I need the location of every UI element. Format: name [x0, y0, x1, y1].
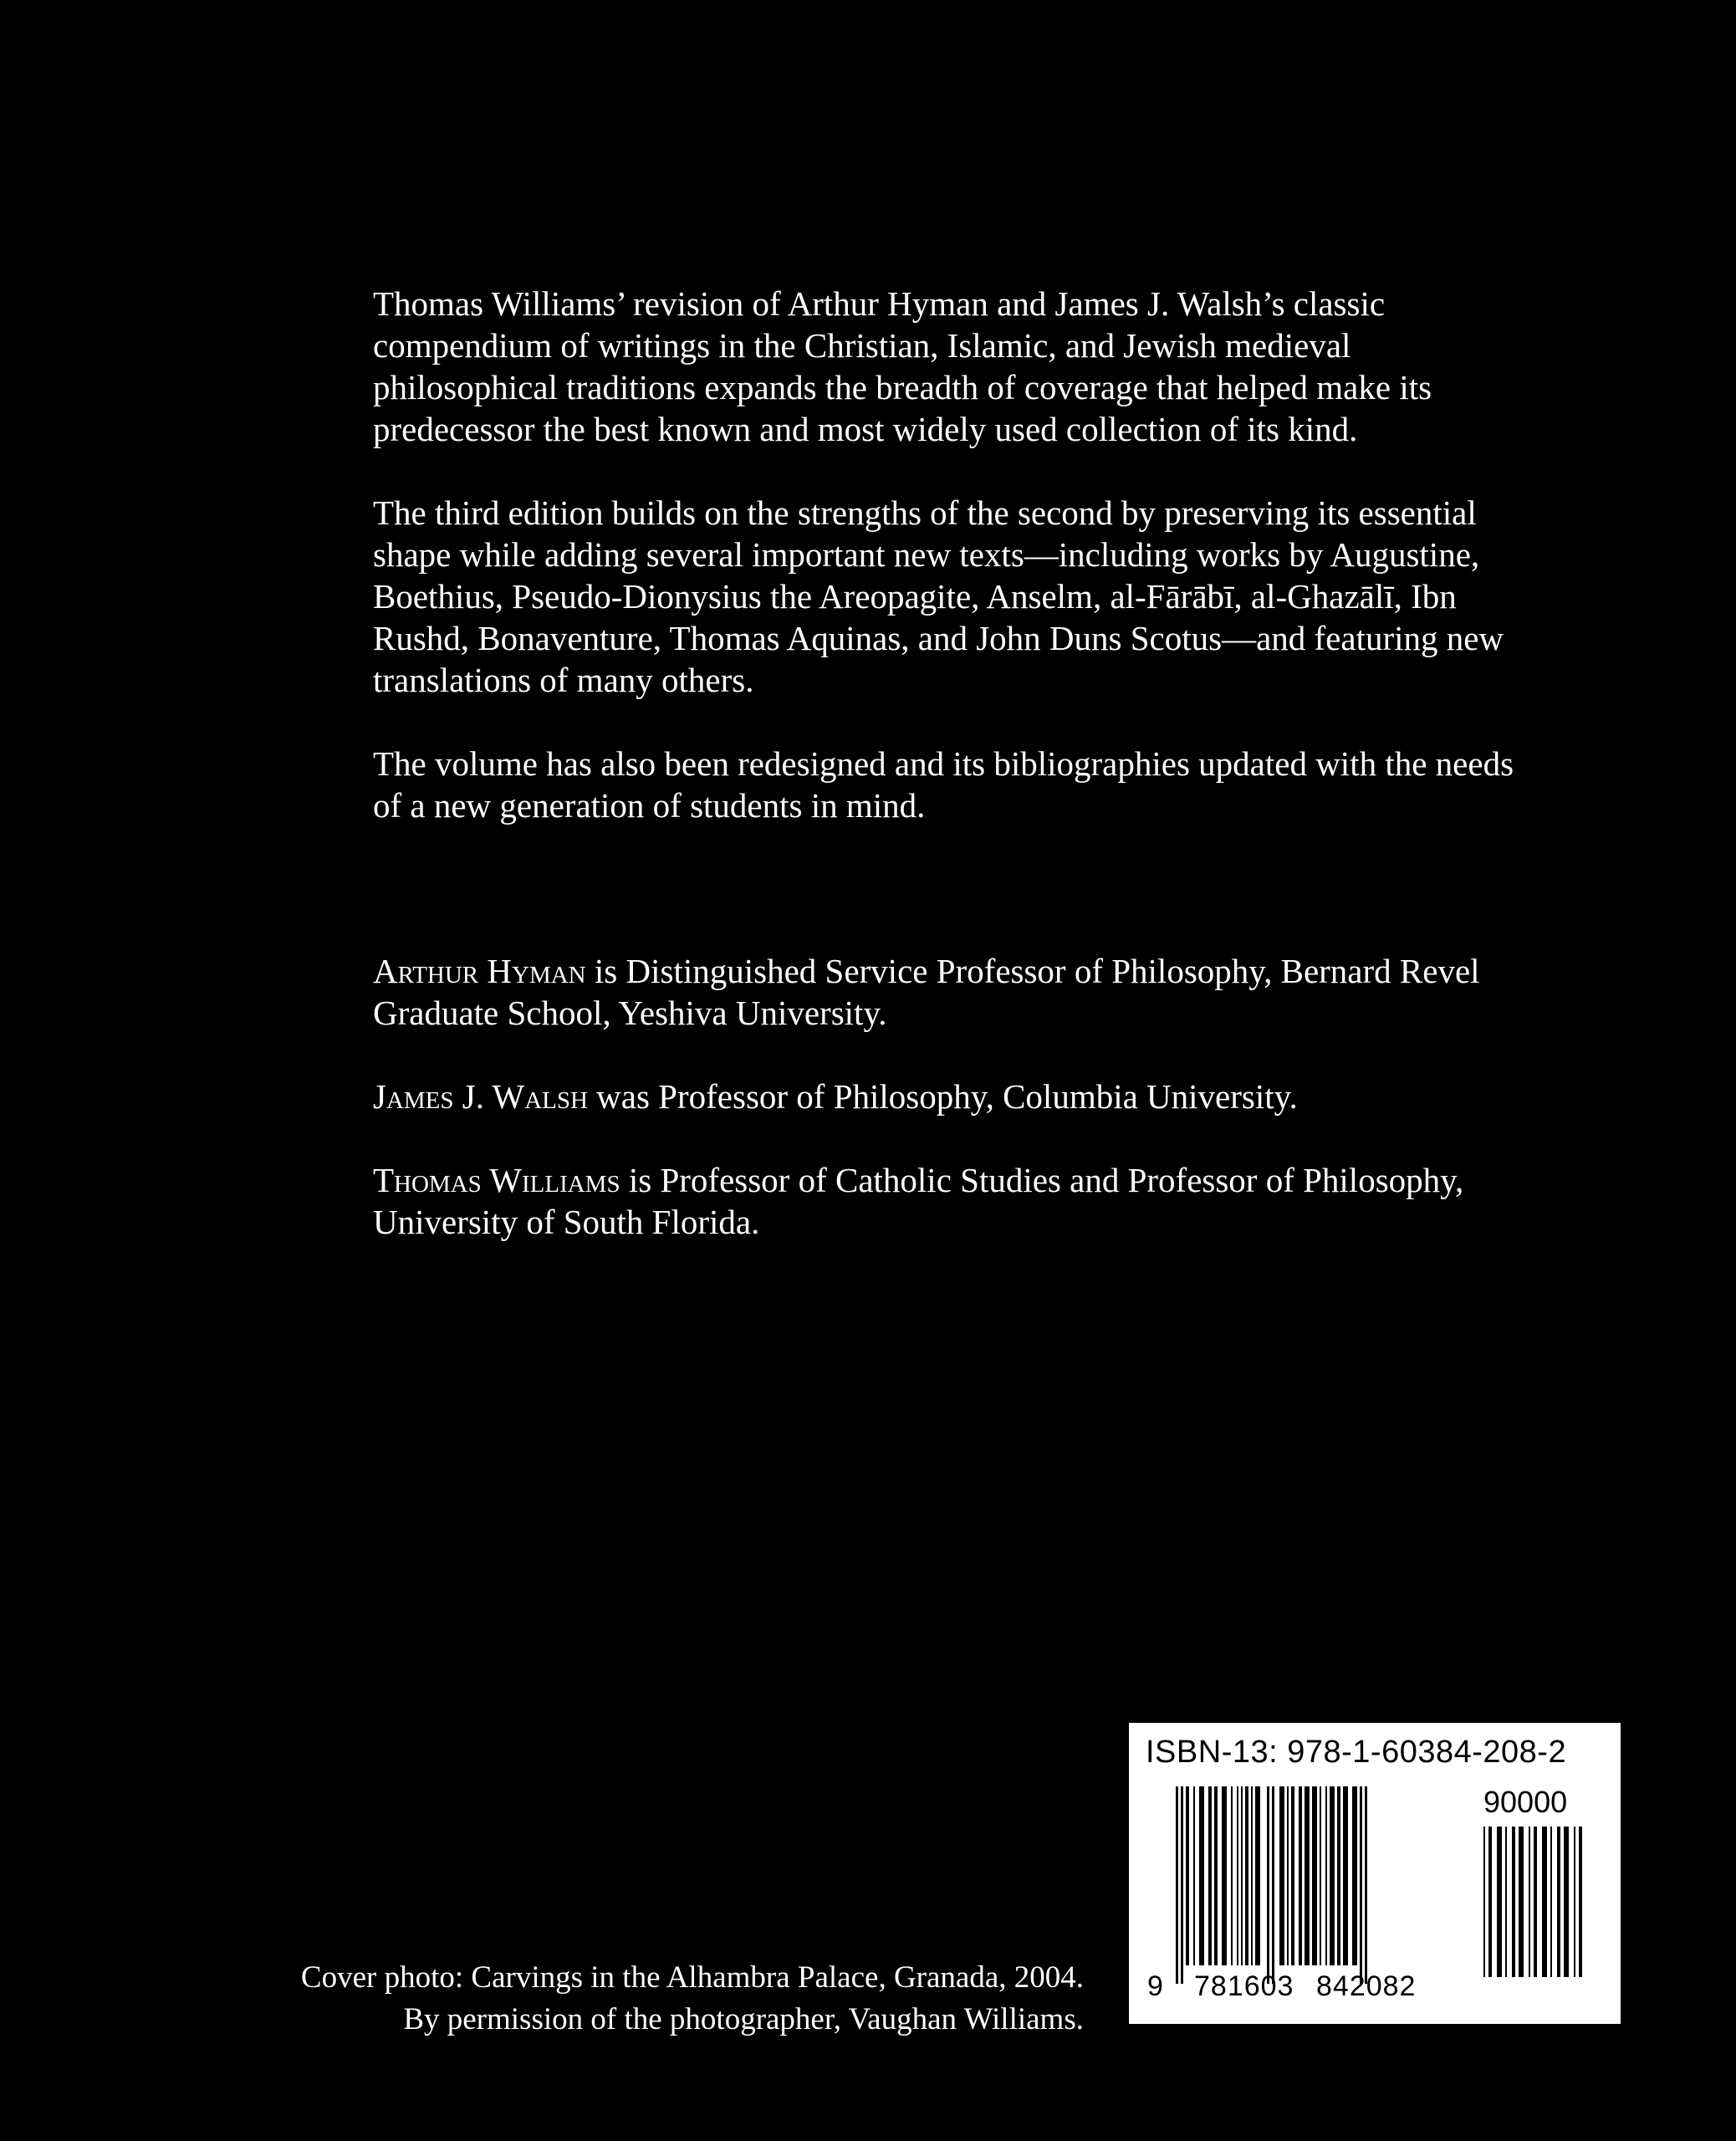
- barcode-bar: [1199, 1786, 1204, 1965]
- editor-name: Thomas Williams: [373, 1161, 620, 1199]
- barcode-bar: [1267, 1786, 1269, 1984]
- barcode-bar: [1330, 1786, 1335, 1965]
- barcode-bar: [1222, 1786, 1227, 1965]
- barcode-bar: [1279, 1786, 1284, 1965]
- barcode-bar: [1241, 1786, 1243, 1965]
- barcode-bar: [1186, 1786, 1189, 1965]
- barcode-bar: [1365, 1786, 1367, 1984]
- barcode-bar: [1176, 1786, 1178, 1984]
- price-code: 90000: [1483, 1785, 1568, 1819]
- editor-name: Arthur Hyman: [373, 952, 586, 990]
- barcode-bar: [1255, 1786, 1260, 1965]
- cover-photo-credit: [301, 1957, 1084, 2041]
- barcode-bar: [1574, 1827, 1575, 1977]
- book-description: [373, 283, 1527, 868]
- barcode-digit-group-1: 781603: [1194, 1970, 1294, 2002]
- barcode-bar: [1237, 1786, 1238, 1965]
- barcode-bar: [1557, 1827, 1560, 1977]
- editor-bio-text: is Professor of Catholic Studies and Professor of Philosophy, University of South Florida.: [373, 1161, 1464, 1241]
- barcode-bar: [1579, 1827, 1582, 1977]
- editor-name: James J. Walsh: [373, 1077, 588, 1116]
- barcode-bar: [1488, 1827, 1492, 1977]
- barcode-bar: [1305, 1786, 1310, 1965]
- barcode-bar: [1299, 1786, 1302, 1965]
- barcode-bar: [1337, 1786, 1340, 1965]
- editor-bio-text: was Professor of Philosophy, Columbia University.: [587, 1077, 1298, 1116]
- editor-bio-walsh: [373, 1076, 1527, 1117]
- description-paragraph-3: The volume has also been redesigned and its bibliographies updated with the needs of a new generation of students in mind.: [373, 744, 1514, 825]
- barcode-bar: [1360, 1786, 1362, 1984]
- barcode-bar: [1320, 1786, 1321, 1965]
- barcode-bar: [1193, 1786, 1195, 1965]
- barcode-bar: [1512, 1827, 1515, 1977]
- barcode-bar: [1483, 1827, 1485, 1977]
- description-paragraph-1: Thomas Williams’ revision of Arthur Hyman and James J. Walsh’s classic compendium of writings in the Christian, Islamic, and Jewish medieval philosophical traditions expands the breadth of coverage that helped make its predecessor the best known and most widely used collection of its kind.: [373, 284, 1432, 448]
- credit-line-1: Cover photo: Carvings in the Alhambra Palace, Granada, 2004.: [300, 1960, 1084, 1995]
- barcode-bar: [1181, 1786, 1183, 1984]
- credit-line-2: By permission of the photographer, Vaughan Williams.: [403, 2002, 1084, 2036]
- isbn-barcode: [1129, 1723, 1621, 2024]
- barcode-bar: [1564, 1827, 1569, 1977]
- editor-bio-hyman: [373, 950, 1527, 1034]
- description-paragraph-2: The third edition builds on the strengths of the second by preserving its essential shape while adding several important new texts—including works by Augustine, Boethius, Pseudo-Dionysius the Areopagite, Anselm, al-Fārābī, al-Ghazālī, Ibn Rushd, Bonaventure, Thomas Aquinas, and John Duns Scotus—and featuring new translations of many others.: [373, 493, 1504, 699]
- barcode-bar: [1251, 1786, 1253, 1965]
- barcode-bar: [1497, 1827, 1502, 1977]
- editor-bio-text: is Distinguished Service Professor of Philosophy, Bernard Revel Graduate School, Yeshiva University.: [373, 952, 1480, 1032]
- barcode-digit-first: 9: [1147, 1970, 1164, 2002]
- barcode-bar: [1343, 1786, 1348, 1965]
- barcode-bar: [1519, 1827, 1524, 1977]
- isbn-label: ISBN-13: 978-1-60384-208-2: [1146, 1735, 1567, 1770]
- barcode-bar: [1231, 1786, 1233, 1965]
- barcode-digit-group-2: 842082: [1316, 1970, 1417, 2002]
- barcode-bar: [1325, 1786, 1327, 1965]
- barcode-bar: [1505, 1827, 1507, 1977]
- barcode-bar: [1534, 1827, 1537, 1977]
- barcode-bar: [1529, 1827, 1530, 1977]
- barcode-bar: [1287, 1786, 1289, 1965]
- editor-bio-williams: [373, 1159, 1527, 1243]
- editor-bios: [373, 950, 1527, 1285]
- barcode-bar: [1208, 1786, 1212, 1965]
- barcode-bar: [1245, 1786, 1248, 1965]
- barcode-bar: [1550, 1827, 1552, 1977]
- barcode-bar: [1214, 1786, 1218, 1965]
- barcode-bar: [1312, 1786, 1317, 1965]
- barcode-bar: [1291, 1786, 1294, 1965]
- barcode-bar: [1352, 1786, 1357, 1965]
- barcode-bar: [1272, 1786, 1274, 1984]
- barcode-bar: [1542, 1827, 1547, 1977]
